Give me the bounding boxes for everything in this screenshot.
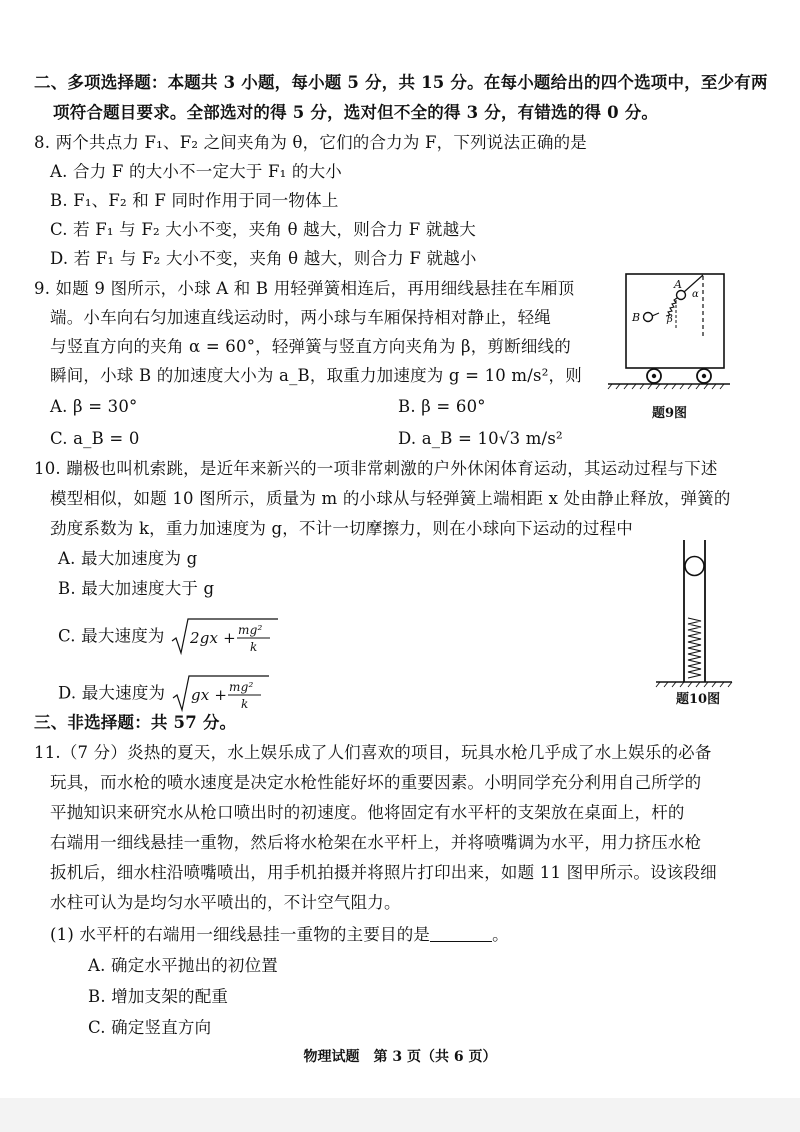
q11-option-a: A. 确定水平抛出的初位置 [88, 956, 279, 975]
q8-option-a: A. 合力 F 的大小不一定大于 F₁ 的大小 [50, 162, 342, 181]
section2-heading-line1: 二、多项选择题：本题共 3 小题，每小题 5 分，共 15 分。在每小题给出的四个选项中，至少有两 [34, 73, 768, 92]
q11-stem-line6: 水柱可认为是均匀水平喷出的，不计空气阻力。 [50, 893, 401, 912]
q11-stem-line3: 平抛知识来研究水从枪口喷出时的初速度。他将固定有水平杆的支架放在桌面上，杆的 [50, 803, 685, 822]
label-b: B [632, 311, 641, 324]
wheel-left-hub [652, 374, 656, 378]
q11-stem-line4: 右端用一细线悬挂一重物，然后将水枪架在水平杆上，并将喷嘴调为水平，用力挤压水枪 [50, 833, 702, 852]
q10-option-a: A. 最大加速度为 g [58, 549, 198, 568]
formula-d-numerator: mg² [228, 680, 254, 694]
formula-c-denominator: k [250, 640, 258, 654]
q10-stem-line3: 劲度系数为 k，重力加速度为 g，不计一切摩擦力，则在小球向下运动的过程中 [50, 519, 633, 538]
q9-option-a: A. β = 30° [50, 397, 138, 416]
q10-stem-line1: 10. 蹦极也叫机索跳，是近年来新兴的一项非常刺激的户外休闲体育运动，其运动过程与下述 [34, 459, 718, 478]
answer-blank [430, 926, 492, 942]
ball-a [677, 291, 686, 300]
figure-9-caption: 题9图 [652, 406, 688, 421]
q9-stem-line4: 瞬间，小球 B 的加速度大小为 a_B，取重力加速度为 g = 10 m/s²，则 [50, 366, 582, 385]
q9-option-c: C. a_B = 0 [50, 429, 140, 448]
q10-option-d-label: D. 最大速度为 [58, 683, 166, 703]
formula-c-inner: 2gx + [190, 629, 237, 647]
label-a: A [674, 278, 682, 291]
q11-option-c: C. 确定竖直方向 [88, 1018, 212, 1037]
formula-d-inner: gx + [190, 686, 227, 704]
figure-9-cart-diagram [604, 270, 734, 410]
formula-c-numerator: mg² [238, 623, 263, 637]
q9-option-b: B. β = 60° [398, 397, 486, 416]
q11-option-b: B. 增加支架的配重 [88, 987, 229, 1006]
q9-stem-line3: 与竖直方向的夹角 α = 60°，轻弹簧与竖直方向夹角为 β，剪断细线的 [50, 337, 571, 356]
ball-b [644, 313, 653, 322]
q8-option-b: B. F₁、F₂ 和 F 同时作用于同一物体上 [50, 191, 339, 210]
formula-d-denominator: k [240, 697, 249, 711]
q11-stem-line2: 玩具，而水枪的喷水速度是决定水枪性能好坏的重要因素。小明同学充分利用自己所学的 [50, 773, 702, 792]
q9-option-d: D. a_B = 10√3 m/s² [398, 429, 563, 448]
ball [685, 557, 704, 576]
figure-10-caption: 题10图 [676, 692, 721, 707]
section2-heading-line2: 项符合题目要求。全部选对的得 5 分，选对但不全的得 3 分，有错选的得 0 分。 [53, 103, 659, 122]
formula-d-sqrt [171, 674, 271, 714]
wheel-right-hub [702, 374, 706, 378]
q11-sub1 [50, 924, 509, 946]
q8-stem: 8. 两个共点力 F₁、F₂ 之间夹角为 θ，它们的合力为 F，下列说法正确的是 [34, 133, 587, 152]
q10-option-c-label: C. 最大速度为 [58, 626, 165, 646]
q8-option-d: D. 若 F₁ 与 F₂ 大小不变，夹角 θ 越大，则合力 F 就越小 [50, 249, 477, 268]
q11-sub1-end: 。 [492, 925, 509, 944]
q10-option-c [58, 617, 280, 657]
q11-stem-line1: 11.（7 分）炎热的夏天，水上娱乐成了人们喜欢的项目，玩具水枪几乎成了水上娱乐的必备 [34, 743, 712, 762]
formula-c-sqrt [170, 617, 280, 657]
q10-stem-line2: 模型相似，如题 10 图所示，质量为 m 的小球从与轻弹簧上端相距 x 处由静止释放，弹簧的 [50, 489, 731, 508]
scan-bottom-edge [0, 1098, 800, 1132]
q10-option-d [58, 674, 271, 714]
label-alpha: α [692, 289, 699, 300]
spring [688, 618, 701, 678]
q9-stem-line2: 端。小车向右匀加速直线运动时，两小球与车厢保持相对静止，轻绳 [50, 308, 551, 327]
q10-option-b: B. 最大加速度大于 g [58, 579, 215, 598]
label-beta: β [667, 314, 673, 325]
q11-sub1-stem: (1) 水平杆的右端用一细线悬挂一重物的主要目的是 [50, 925, 431, 944]
section3-heading: 三、非选择题：共 57 分。 [34, 713, 237, 732]
q9-stem-line1: 9. 如题 9 图所示，小球 A 和 B 用轻弹簧相连后，再用细线悬挂在车厢顶 [34, 279, 575, 298]
q8-option-c: C. 若 F₁ 与 F₂ 大小不变，夹角 θ 越大，则合力 F 就越大 [50, 220, 476, 239]
figure-10-spring-diagram [654, 536, 734, 696]
spring-end-line [652, 313, 659, 316]
page-footer: 物理试题 第 3 页（共 6 页） [303, 1049, 497, 1065]
q11-stem-line5: 扳机后，细水柱沿喷嘴喷出，用手机拍摄并将照片打印出来，如题 11 图甲所示。设该段细 [50, 863, 717, 882]
